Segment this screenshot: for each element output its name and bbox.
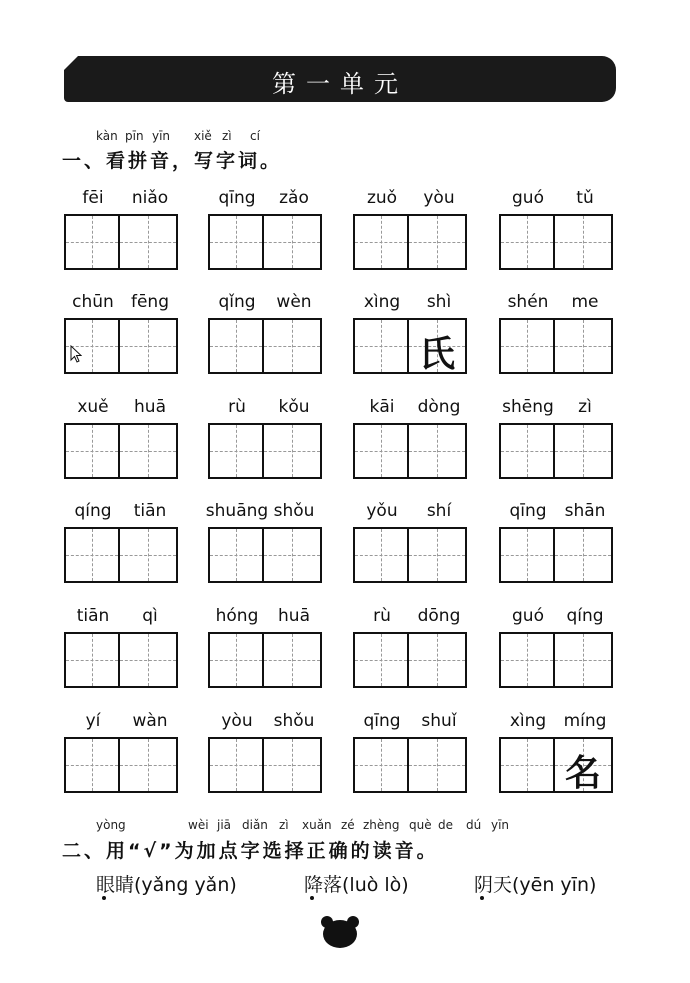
pinyin-label: zuǒ <box>366 188 398 208</box>
pinyin-label: fēng <box>130 292 170 312</box>
word-box-group <box>208 397 325 482</box>
pinyin-annotation: yīn <box>491 818 510 832</box>
pinyin-label: niǎo <box>131 188 169 208</box>
writing-box[interactable] <box>208 423 264 479</box>
pinyin-label: guó <box>512 606 544 626</box>
pinyin-label: shuāng <box>205 501 269 521</box>
writing-box[interactable] <box>264 318 322 374</box>
pinyin-annotation: xiě <box>194 129 212 143</box>
writing-box[interactable] <box>64 527 120 583</box>
pinyin-label: wèn <box>276 292 312 312</box>
pinyin-label: wàn <box>132 711 168 731</box>
writing-box[interactable] <box>64 737 120 793</box>
writing-box[interactable] <box>555 423 613 479</box>
writing-box[interactable] <box>409 214 467 270</box>
pinyin-annotation: de <box>438 818 453 832</box>
writing-box[interactable] <box>555 632 613 688</box>
emphasis-dot <box>310 896 314 900</box>
pinyin-annotation: cí <box>250 129 260 143</box>
pinyin-label: yòu <box>221 711 253 731</box>
writing-box[interactable] <box>499 318 555 374</box>
bear-page-icon <box>320 914 360 948</box>
pinyin-label: yòu <box>423 188 455 208</box>
section2-title: 二、用“√”为加点字选择正确的读音。 <box>62 840 439 862</box>
pinyin-label: shuǐ <box>421 711 457 731</box>
writing-box[interactable] <box>264 527 322 583</box>
writing-box[interactable] <box>64 632 120 688</box>
pinyin-label: shǒu <box>273 711 315 731</box>
writing-box[interactable] <box>120 737 178 793</box>
writing-box[interactable] <box>64 423 120 479</box>
writing-box[interactable] <box>555 527 613 583</box>
pinyin-label: shén <box>507 292 549 312</box>
pinyin-label: shì <box>426 292 452 312</box>
word-box-group <box>499 292 616 377</box>
writing-box[interactable] <box>120 423 178 479</box>
handwritten-char: 名 <box>564 752 601 794</box>
pinyin-annotation: dú <box>466 818 482 832</box>
pinyin-label: tǔ <box>576 188 594 208</box>
writing-box[interactable] <box>409 527 467 583</box>
pinyin-label: tiān <box>76 606 110 626</box>
word-box-group <box>353 292 470 377</box>
pinyin-label: qīng <box>218 188 256 208</box>
pinyin-annotation: zhèng <box>363 818 400 832</box>
pinyin-label: zì <box>578 397 592 417</box>
word-box-group <box>64 397 181 482</box>
word-box-group <box>499 501 616 586</box>
pinyin-label: tiān <box>133 501 167 521</box>
handwritten-char: 氏 <box>418 333 455 375</box>
pinyin-label: shēng <box>502 397 554 417</box>
pinyin-label: dōng <box>417 606 461 626</box>
choice-item[interactable] <box>474 870 596 897</box>
word-box-group <box>499 711 616 796</box>
pinyin-label: chūn <box>72 292 114 312</box>
pinyin-label: shǒu <box>273 501 315 521</box>
pinyin-annotation: xuǎn <box>302 818 332 832</box>
pinyin-label: zǎo <box>279 188 309 208</box>
word-box-group <box>208 711 325 796</box>
writing-box[interactable] <box>353 318 409 374</box>
word-box-group <box>64 188 181 273</box>
writing-box[interactable] <box>208 214 264 270</box>
pinyin-label: me <box>571 292 599 312</box>
writing-box[interactable] <box>208 527 264 583</box>
writing-box[interactable] <box>64 214 120 270</box>
writing-box[interactable] <box>409 632 467 688</box>
unit-title: 第一单元 <box>272 70 408 98</box>
pinyin-label: qīng <box>509 501 547 521</box>
word-box-group <box>64 606 181 691</box>
word-box-group <box>499 397 616 482</box>
word-box-group <box>499 188 616 273</box>
pinyin-label: hóng <box>215 606 259 626</box>
pinyin-label: huā <box>278 606 310 626</box>
word-box-group <box>208 292 325 377</box>
writing-box[interactable] <box>409 737 467 793</box>
pinyin-label: míng <box>563 711 607 731</box>
writing-box[interactable] <box>208 632 264 688</box>
pinyin-annotation: jiā <box>217 818 232 832</box>
word-box-group <box>64 292 181 377</box>
writing-box[interactable] <box>264 423 322 479</box>
pinyin-annotation: kàn <box>96 129 118 143</box>
pinyin-annotation: pīn <box>125 129 144 143</box>
pinyin-label: fēi <box>82 188 104 208</box>
pinyin-label: shí <box>426 501 452 521</box>
writing-box[interactable] <box>264 214 322 270</box>
writing-box[interactable] <box>120 632 178 688</box>
section1-title: 一、看拼音，写字词。 <box>62 150 283 172</box>
pinyin-label: rù <box>228 397 246 417</box>
writing-box[interactable] <box>353 214 409 270</box>
pinyin-label: xuě <box>77 397 109 417</box>
choice-item[interactable] <box>304 870 409 897</box>
writing-box[interactable] <box>353 737 409 793</box>
word-box-group <box>353 397 470 482</box>
writing-box[interactable] <box>499 214 555 270</box>
mouse-cursor-icon <box>70 345 82 363</box>
writing-box[interactable] <box>353 527 409 583</box>
choice-item[interactable] <box>96 870 237 897</box>
writing-box[interactable] <box>409 423 467 479</box>
word-box-group <box>208 606 325 691</box>
writing-box[interactable] <box>499 632 555 688</box>
pinyin-label: kǒu <box>278 397 310 417</box>
writing-box[interactable] <box>555 737 613 793</box>
pinyin-label: kāi <box>369 397 395 417</box>
pinyin-label: qíng <box>566 606 604 626</box>
writing-box[interactable] <box>264 737 322 793</box>
word-box-group <box>499 606 616 691</box>
pinyin-label: yí <box>85 711 101 731</box>
pinyin-annotation: yīn <box>152 129 171 143</box>
pinyin-annotation: zì <box>222 129 232 143</box>
writing-box[interactable] <box>353 423 409 479</box>
writing-box[interactable] <box>120 527 178 583</box>
writing-box[interactable] <box>409 318 467 374</box>
pinyin-label: qǐng <box>218 292 256 312</box>
emphasis-dot <box>102 896 106 900</box>
pinyin-label: xìng <box>363 292 401 312</box>
emphasis-dot <box>480 896 484 900</box>
pinyin-label: qīng <box>363 711 401 731</box>
writing-box[interactable] <box>499 527 555 583</box>
pinyin-annotation: wèi <box>188 818 209 832</box>
pinyin-annotation: diǎn <box>242 818 268 832</box>
writing-box[interactable] <box>555 214 613 270</box>
writing-box[interactable] <box>499 737 555 793</box>
writing-box[interactable] <box>353 632 409 688</box>
word-box-group <box>353 188 470 273</box>
word-box-group <box>205 501 325 586</box>
writing-box[interactable] <box>208 318 264 374</box>
writing-box[interactable] <box>208 737 264 793</box>
pinyin-label: huā <box>134 397 166 417</box>
pinyin-label: xìng <box>509 711 547 731</box>
pinyin-label: qì <box>142 606 158 626</box>
pinyin-label: qíng <box>74 501 112 521</box>
word-box-group <box>208 188 325 273</box>
writing-box[interactable] <box>555 318 613 374</box>
word-box-group <box>353 711 470 796</box>
pinyin-label: guó <box>512 188 544 208</box>
word-box-group <box>353 501 470 586</box>
pinyin-label: shān <box>564 501 606 521</box>
word-box-group <box>64 711 181 796</box>
pinyin-annotation: zé <box>341 818 355 832</box>
pinyin-annotation: yòng <box>96 818 126 832</box>
writing-box[interactable] <box>264 632 322 688</box>
writing-box[interactable] <box>120 214 178 270</box>
choice-item-text: 阴天(yēn yīn) <box>474 874 597 896</box>
pinyin-label: dòng <box>417 397 461 417</box>
choice-item-text: 眼睛(yǎng yǎn) <box>96 874 237 896</box>
word-box-group <box>64 501 181 586</box>
writing-box[interactable] <box>120 318 178 374</box>
pinyin-label: rù <box>373 606 391 626</box>
writing-box[interactable] <box>499 423 555 479</box>
word-box-group <box>353 606 470 691</box>
pinyin-annotation: què <box>409 818 432 832</box>
pinyin-label: yǒu <box>366 501 398 521</box>
pinyin-annotation: zì <box>279 818 289 832</box>
choice-item-text: 降落(luò lò) <box>304 874 409 896</box>
